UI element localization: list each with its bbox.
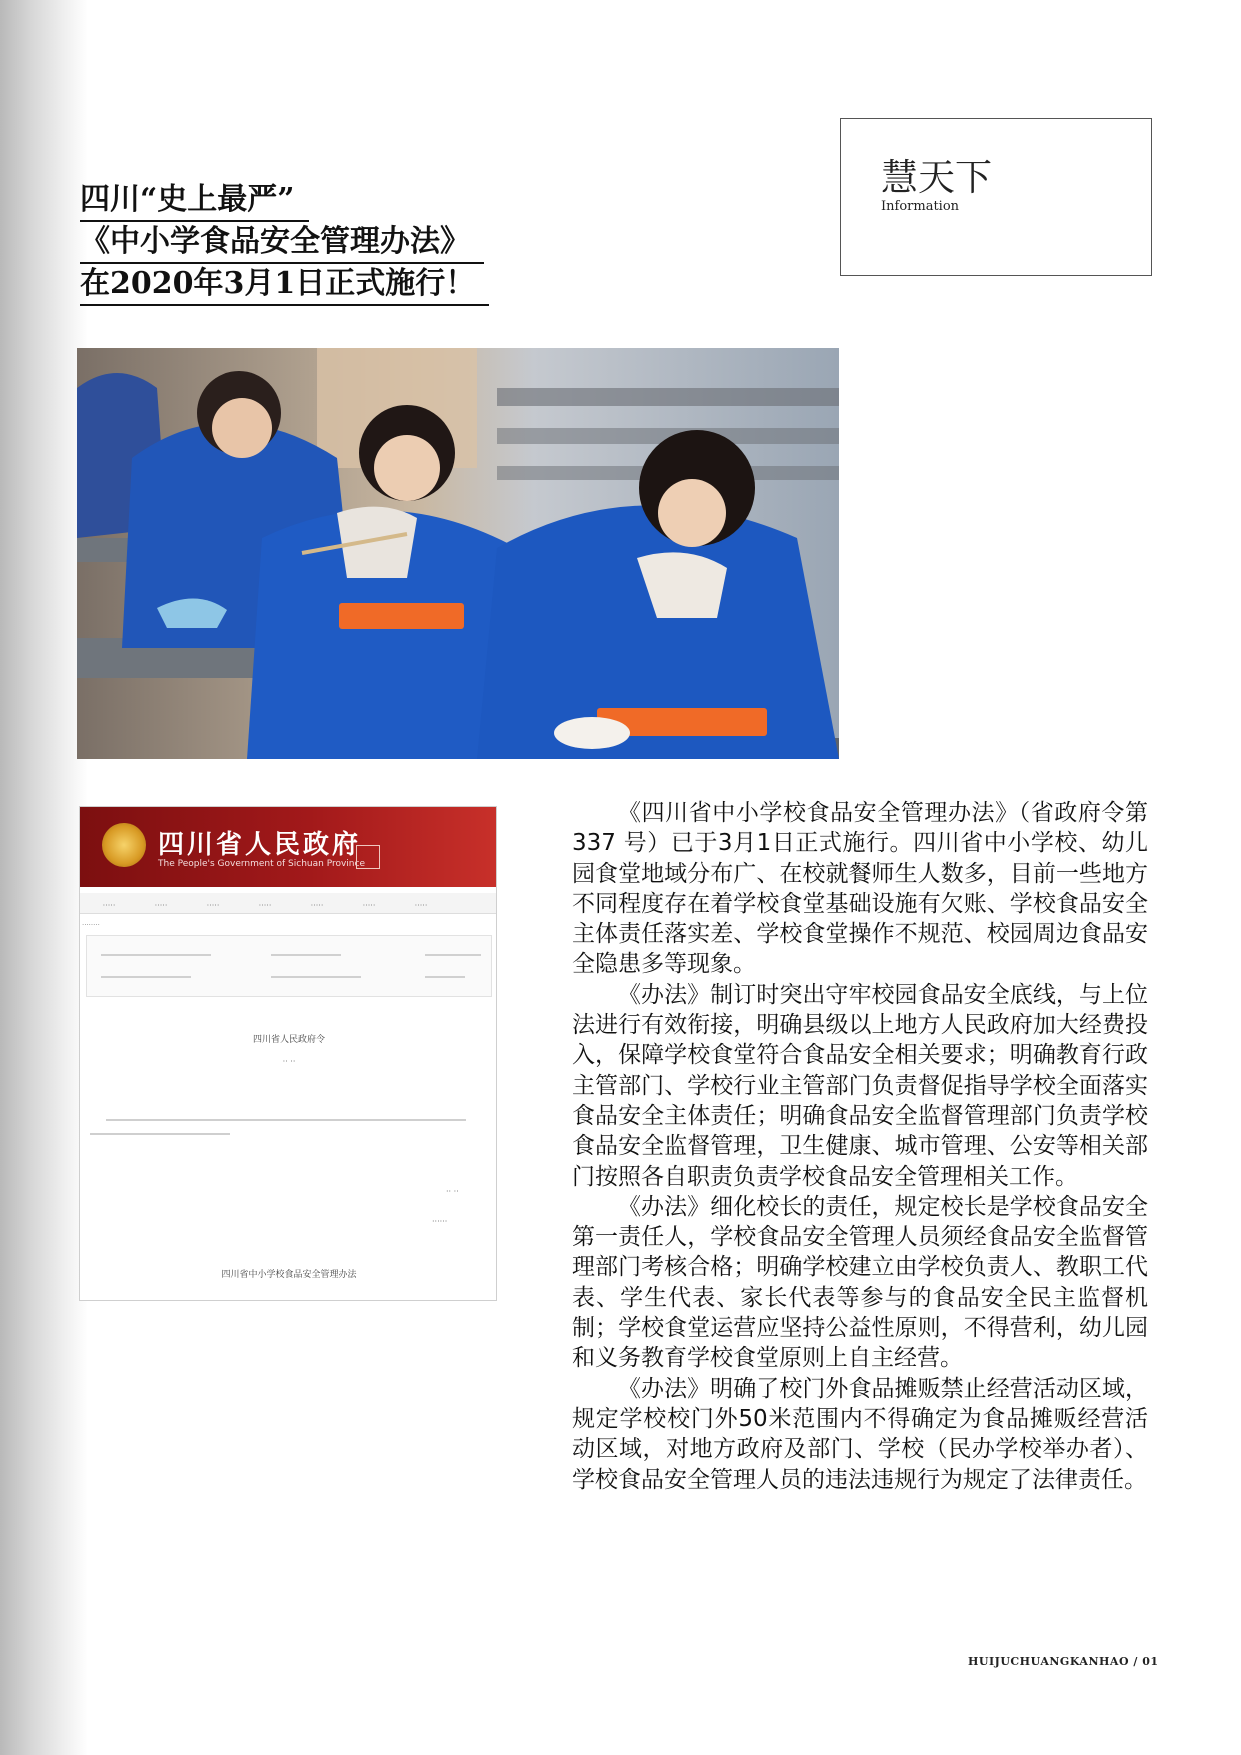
screenshot-nav: ····· ····· ····· ····· ····· ····· ····· bbox=[80, 893, 497, 914]
screenshot-header bbox=[80, 807, 497, 887]
brand-subtitle: Information bbox=[881, 199, 960, 214]
title-line-2: 《中小学食品安全管理办法》 bbox=[80, 222, 484, 264]
screenshot-doc-title: 四川省人民政府令 bbox=[252, 1035, 325, 1045]
screenshot-site-subtitle: The People's Government of Sichuan Province bbox=[158, 859, 365, 869]
screenshot-doc-number: ·· ·· bbox=[282, 1057, 296, 1066]
national-emblem-icon bbox=[102, 823, 146, 867]
page-spine-shadow bbox=[0, 0, 88, 1755]
body-paragraph: 《办法》细化校长的责任，规定校长是学校食品安全第一责任人，学校食品安全管理人员须经食品安全监督管理部门考核合格；明确学校建立由学校负责人、教职工代表、学生代表、家长代表等参与的食品安全民主监督机制；学校食堂运营应坚持公益性原则，不得营利，幼儿园和义务教育学校食堂原则上自主经营。 bbox=[572, 1193, 1148, 1372]
canteen-photo bbox=[77, 348, 839, 759]
body-paragraph: 《办法》明确了校门外食品摊贩禁止经营活动区域，规定学校校门外50米范围内不得确定为食品摊贩经营活动区域，对地方政府及部门、学校（民办学校举办者）、学校食品安全管理人员的违法违规行为规定了法律责任。 bbox=[572, 1375, 1148, 1493]
screenshot-doc-footer: 四川省中小学校食品安全管理办法 bbox=[221, 1270, 357, 1280]
seal-icon bbox=[356, 845, 380, 869]
body-paragraph: 《四川省中小学校食品安全管理办法》（省政府令第 337 号）已于3月1日正式施行。四川省中小学校、幼儿园食堂地域分布广、在校就餐师生人数多，目前一些地方不同程度存在着学校食堂基础设施有欠账、学校食品安全主体责任落实差、学校食堂操作不规范、校园周边食品安全隐患多等现象。 bbox=[572, 800, 1148, 978]
screenshot-text-line bbox=[90, 1133, 230, 1135]
page-number: HUIJUCHUANGKANHAO / 01 bbox=[968, 1655, 1159, 1668]
screenshot-site-title: 四川省人民政府 bbox=[158, 830, 362, 860]
screenshot-meta-box bbox=[86, 935, 492, 997]
article-title bbox=[80, 180, 540, 306]
screenshot-date: ······ bbox=[432, 1217, 448, 1226]
title-line-1: 四川“史上最严” bbox=[80, 180, 309, 222]
screenshot-text-line bbox=[106, 1119, 466, 1121]
brand-name: 慧天下 bbox=[881, 156, 992, 199]
brand-box bbox=[840, 118, 1152, 276]
government-website-screenshot bbox=[79, 806, 497, 1301]
body-paragraph: 《办法》制订时突出守牢校园食品安全底线，与上位法进行有效衔接，明确县级以上地方人民政府加大经费投入，保障学校食堂符合食品安全相关要求；明确教育行政主管部门、学校行业主管部门负责督促指导学校全面落实食品安全主体责任；明确食品安全监督管理部门负责学校食品安全监督管理，卫生健康、城市管理、公安等相关部门按照各自职责负责学校食品安全管理相关工作。 bbox=[572, 981, 1148, 1190]
article-body bbox=[572, 798, 1148, 1495]
screenshot-signature: ·· ·· bbox=[446, 1187, 459, 1196]
title-line-3: 在2020年3月1日正式施行！ bbox=[80, 264, 489, 306]
screenshot-breadcrumb: ········ bbox=[82, 921, 100, 929]
